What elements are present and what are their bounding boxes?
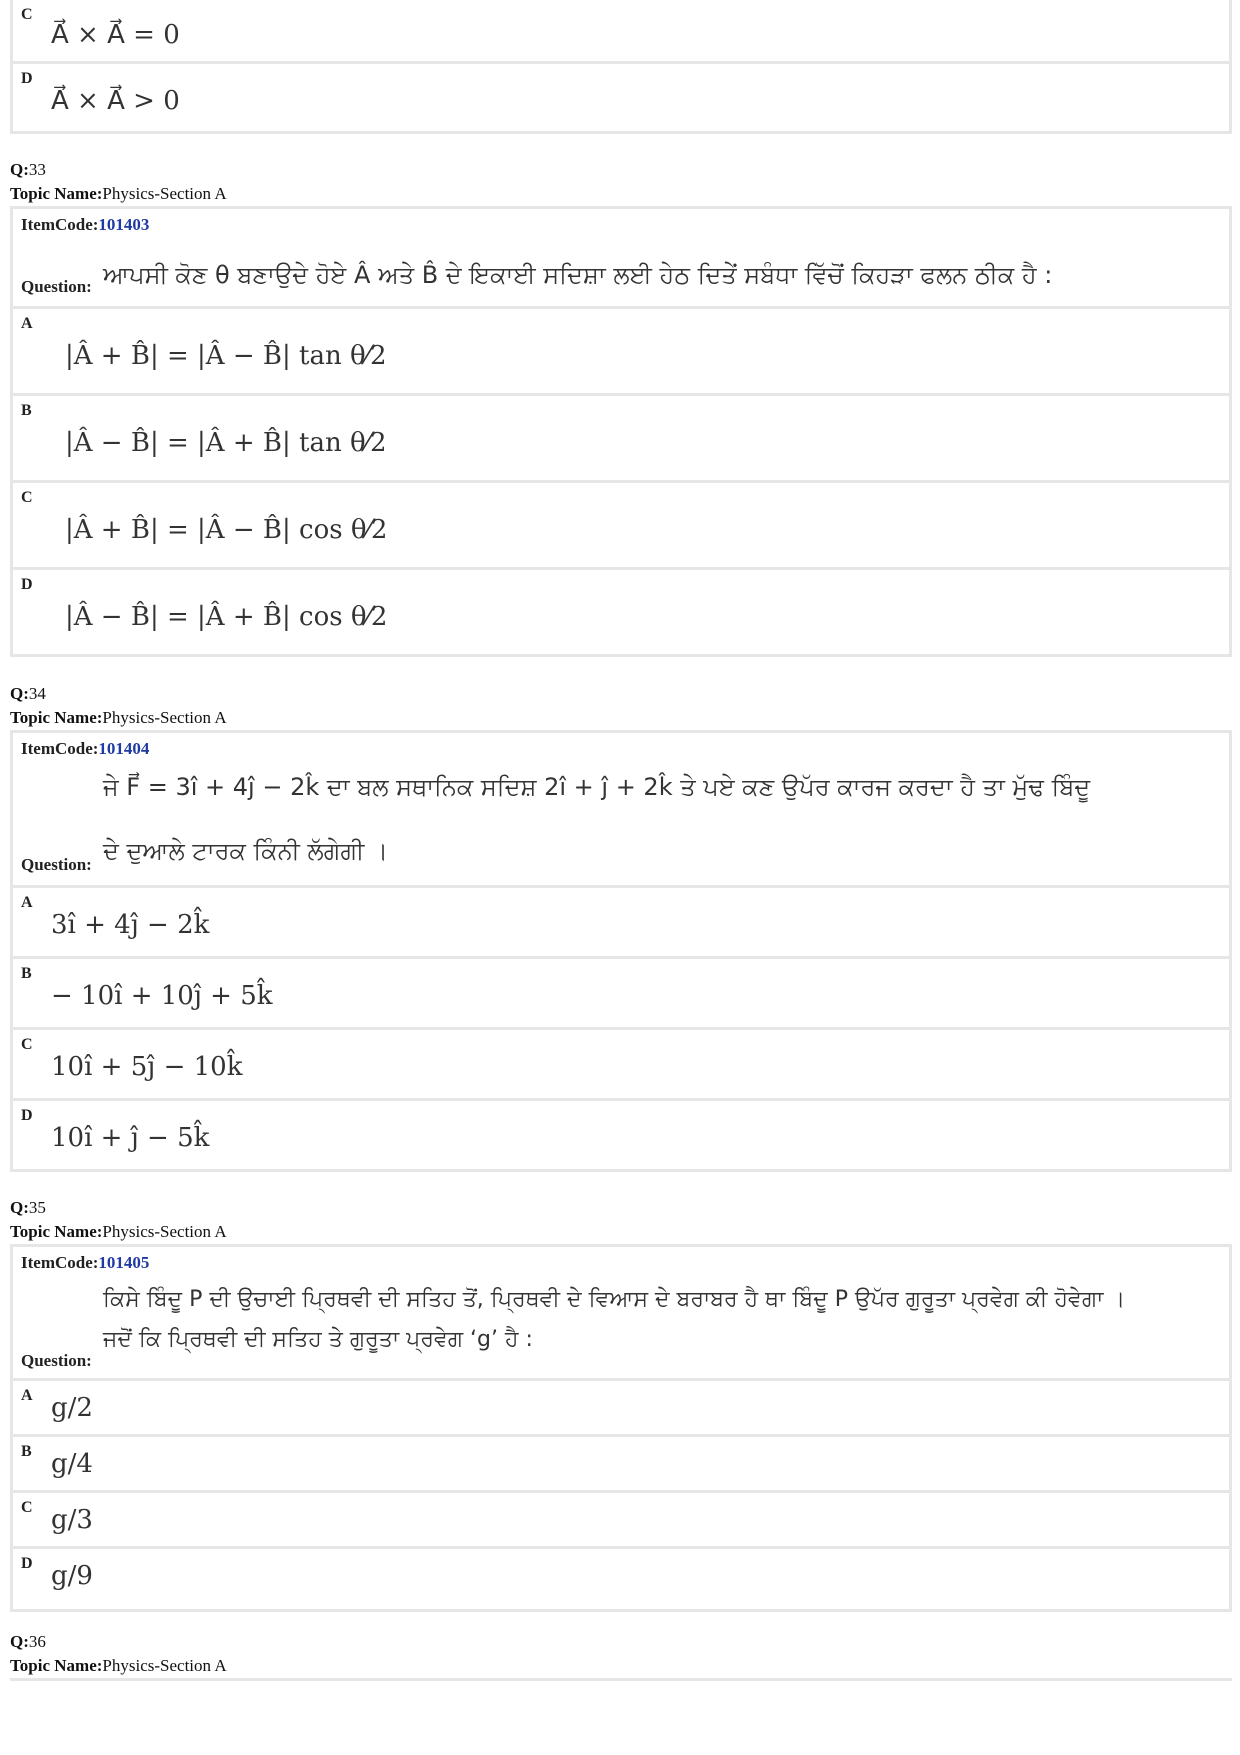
question-header	[10, 158, 1234, 206]
option-text: |Â + B̂| = |Â − B̂| tan θ⁄2	[65, 341, 387, 371]
topic-label: Topic Name:	[10, 1656, 103, 1675]
option-text: A⃗ × A⃗ = 0	[51, 20, 180, 50]
option-letter: C	[21, 6, 33, 23]
option-text: g/2	[51, 1393, 93, 1423]
option-row[interactable]	[13, 309, 1229, 396]
question-stem	[13, 1247, 1229, 1381]
question-number: 33	[28, 160, 46, 179]
question-card	[10, 730, 1232, 1172]
divider	[10, 1678, 1232, 1681]
option-text: g/3	[51, 1505, 93, 1535]
q-label: Q:	[10, 160, 29, 179]
topic-label: Topic Name:	[10, 708, 103, 727]
option-row[interactable]	[13, 1101, 1229, 1169]
question-stem	[13, 733, 1229, 888]
option-row[interactable]	[13, 396, 1229, 483]
option-text: A⃗ × A⃗ > 0	[51, 86, 180, 116]
option-text: |Â − B̂| = |Â + B̂| cos θ⁄2	[65, 602, 388, 632]
item-code: ItemCode:101404	[21, 739, 150, 758]
option-text: − 10î + 10ĵ + 5k̂	[51, 981, 273, 1011]
topic-name: Physics-Section A	[102, 1222, 227, 1241]
option-letter: D	[21, 1555, 33, 1572]
question-label: Question:	[21, 1351, 92, 1370]
option-letter: A	[21, 894, 33, 911]
option-letter: A	[21, 315, 33, 332]
option-text: 10î + ĵ − 5k̂	[51, 1123, 210, 1153]
option-row[interactable]	[13, 570, 1229, 654]
topic-name: Physics-Section A	[102, 1656, 227, 1675]
topic-name: Physics-Section A	[102, 184, 227, 203]
option-letter: C	[21, 1036, 33, 1053]
option-row[interactable]	[13, 959, 1229, 1030]
question-header	[10, 1196, 1234, 1244]
q-label: Q:	[10, 1632, 29, 1651]
question-label: Question:	[21, 277, 92, 296]
option-row[interactable]	[13, 1493, 1229, 1549]
topic-label: Topic Name:	[10, 184, 103, 203]
option-row[interactable]	[13, 0, 1229, 64]
option-letter: D	[21, 576, 33, 593]
option-row[interactable]	[13, 1381, 1229, 1437]
option-letter: A	[21, 1387, 33, 1404]
question-number: 34	[28, 684, 46, 703]
question-header	[10, 682, 1234, 730]
question-text-line: ਦੇ ਦੁਆਲੇ ਟਾਰਕ ਕਿੰਨੀ ਲੱਗੇਗੀ ।	[103, 837, 389, 865]
option-row[interactable]	[13, 483, 1229, 570]
option-text: g/4	[51, 1449, 93, 1479]
question-card	[10, 1244, 1232, 1612]
option-letter: C	[21, 489, 33, 506]
option-text: 3î + 4ĵ − 2k̂	[51, 910, 210, 940]
topic-name: Physics-Section A	[102, 708, 227, 727]
option-row[interactable]	[13, 888, 1229, 959]
question-card	[10, 206, 1232, 657]
option-row[interactable]	[13, 1549, 1229, 1609]
question-number: 36	[28, 1632, 46, 1651]
option-row[interactable]	[13, 64, 1229, 131]
option-row[interactable]	[13, 1437, 1229, 1493]
question-text: ਆਪਸੀ ਕੋਣ θ ਬਣਾਉਦੇ ਹੋਏ Â ਅਤੇ B̂ ਦੇ ਇਕਾਈ ਸਦਿਸ਼ਾ ਲਈ ਹੇਠ ਦਿਤੇਂ ਸਬੰਧਾ ਵਿੱਚੋਂ ਕਿਹੜਾ ਫਲਨ ਠੀਕ ਹੈ :	[103, 261, 1053, 289]
option-letter: C	[21, 1499, 33, 1516]
item-code: ItemCode:101405	[21, 1253, 150, 1272]
question-number: 35	[28, 1198, 46, 1217]
option-text: g/9	[51, 1561, 93, 1591]
topic-label: Topic Name:	[10, 1222, 103, 1241]
question-header	[10, 1630, 1234, 1678]
option-letter: B	[21, 1443, 32, 1460]
option-text: |Â + B̂| = |Â − B̂| cos θ⁄2	[65, 515, 388, 545]
question-label: Question:	[21, 855, 92, 874]
option-text: 10î + 5ĵ − 10k̂	[51, 1052, 243, 1082]
q-label: Q:	[10, 684, 29, 703]
question-stem	[13, 209, 1229, 309]
option-letter: D	[21, 1107, 33, 1124]
q-label: Q:	[10, 1198, 29, 1217]
option-row[interactable]	[13, 1030, 1229, 1101]
option-text: |Â − B̂| = |Â + B̂| tan θ⁄2	[65, 428, 387, 458]
question-text-line: ਜੇ F⃗ = 3î + 4ĵ − 2k̂ ਦਾ ਬਲ ਸਥਾਨਿਕ ਸਦਿਸ਼ 2î + ĵ + 2k̂ ਤੇ ਪਏ ਕਣ ਉਪੱਰ ਕਾਰਜ ਕਰਦਾ ਹੈ ਤਾ ਮੁੱਢ ਬਿੰਦੂ	[103, 773, 1091, 801]
option-letter: B	[21, 965, 32, 982]
option-letter: B	[21, 402, 32, 419]
question-text-line: ਜਦੋਂ ਕਿ ਪ੍ਰਿਥਵੀ ਦੀ ਸਤਿਹ ਤੇ ਗੁਰੂਤਾ ਪ੍ਰਵੇਗ ‘g’ ਹੈ :	[103, 1327, 533, 1352]
question-text-line: ਕਿਸੇ ਬਿੰਦੂ P ਦੀ ਉਚਾਈ ਪ੍ਰਿਥਵੀ ਦੀ ਸਤਿਹ ਤੋਂ, ਪ੍ਰਿਥਵੀ ਦੇ ਵਿਆਸ ਦੇ ਬਰਾਬਰ ਹੈ ਥਾ ਬਿੰਦੂ P ਉਪੱਰ ਗੁਰੂਤਾ ਪ੍ਰਵੇਗ ਕੀ ਹੋਵੇਗਾ ।	[103, 1287, 1126, 1312]
prev-options-card	[10, 0, 1232, 134]
item-code: ItemCode:101403	[21, 215, 150, 234]
option-letter: D	[21, 70, 33, 87]
